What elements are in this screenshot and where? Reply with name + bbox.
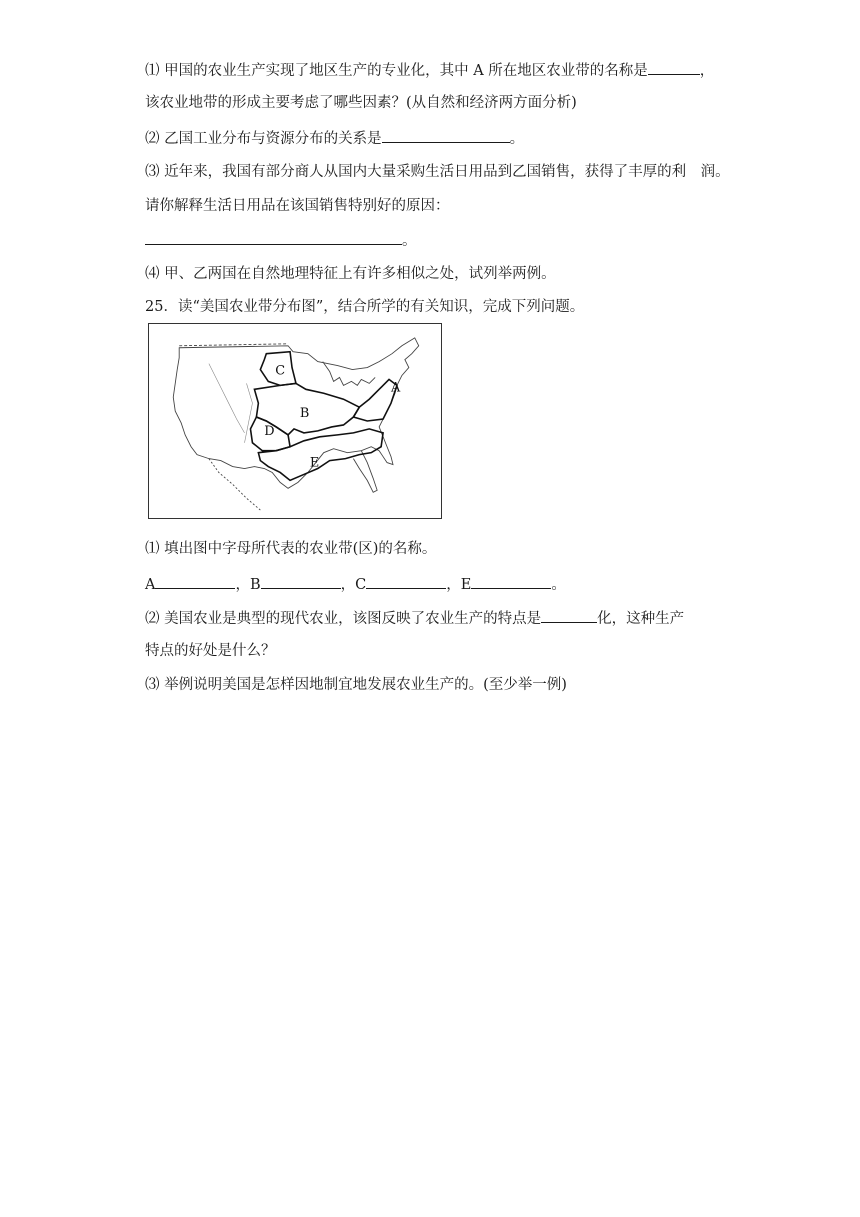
q3-line1: ⑶ 近年来，我国有部分商人从国内大量采购生活日用品到乙国销售，获得了丰厚的利 润。: [145, 164, 730, 180]
label-e: ，E: [446, 577, 472, 593]
label-a: A: [145, 577, 156, 593]
map-label-a: A: [391, 380, 401, 396]
answer-blank-a[interactable]: [155, 573, 235, 589]
map-label-c: C: [275, 363, 286, 379]
label-c: ，C: [340, 577, 367, 593]
punct: 。: [551, 577, 566, 593]
q25-sub2-text-2: 化，这种生产: [597, 611, 685, 627]
canada-border: [179, 344, 288, 346]
q3-line2: 请你解释生活日用品在该国销售特别好的原因：: [145, 198, 450, 214]
q25-sub3: ⑶ 举例说明美国是怎样因地制宜地发展农业生产的。(至少举一例): [145, 677, 567, 693]
answer-blank-e[interactable]: [471, 573, 551, 589]
q25-blanks-line: [145, 573, 566, 595]
q25-sub2-line1: [145, 607, 684, 629]
us-outline: [173, 338, 418, 488]
q2-line: [145, 127, 524, 149]
great-lakes: [323, 362, 375, 386]
terrain: [209, 364, 245, 433]
punct: ，: [699, 63, 715, 79]
map-label-d: D: [264, 423, 275, 439]
label-b: ，B: [235, 577, 261, 593]
mexico-border: [209, 459, 260, 510]
q3-answer-line: [145, 229, 417, 251]
q25-sub2-text: ⑵ 美国农业是典型的现代农业，该图反映了农业生产的特点是: [145, 611, 542, 627]
punct: 。: [509, 131, 525, 147]
map-label-b: B: [299, 406, 310, 422]
q2-text: ⑵ 乙国工业分布与资源分布的关系是: [145, 131, 382, 147]
q25-sub1: ⑴ 填出图中字母所代表的农业带(区)的名称。: [145, 541, 437, 557]
belt-e-boundary: [258, 429, 383, 480]
q25-sub2-line2: 特点的好处是什么？: [145, 643, 276, 659]
florida: [353, 451, 377, 493]
us-agricultural-belt-map: [148, 323, 442, 519]
answer-blank[interactable]: [382, 127, 510, 143]
q25-stem: 25．读“美国农业带分布图”，结合所学的有关知识，完成下列问题。: [145, 299, 585, 315]
q1-line1: [145, 59, 714, 81]
answer-blank-c[interactable]: [366, 573, 446, 589]
map-svg: [149, 324, 441, 518]
q4-line: ⑷ 甲、乙两国在自然地理特征上有许多相似之处，试列举两例。: [145, 266, 556, 282]
answer-blank[interactable]: [145, 229, 402, 245]
answer-blank[interactable]: [541, 607, 597, 623]
map-label-e: E: [309, 455, 320, 471]
answer-blank[interactable]: [648, 59, 700, 75]
punct: 。: [402, 233, 417, 249]
q1-text: ⑴ 甲国的农业生产实现了地区生产的专业化，其中 A 所在地区农业带的名称是: [145, 63, 648, 79]
answer-blank-b[interactable]: [261, 573, 341, 589]
q1-line2: 该农业地带的形成主要考虑了哪些因素？(从自然和经济两方面分析): [145, 95, 577, 111]
